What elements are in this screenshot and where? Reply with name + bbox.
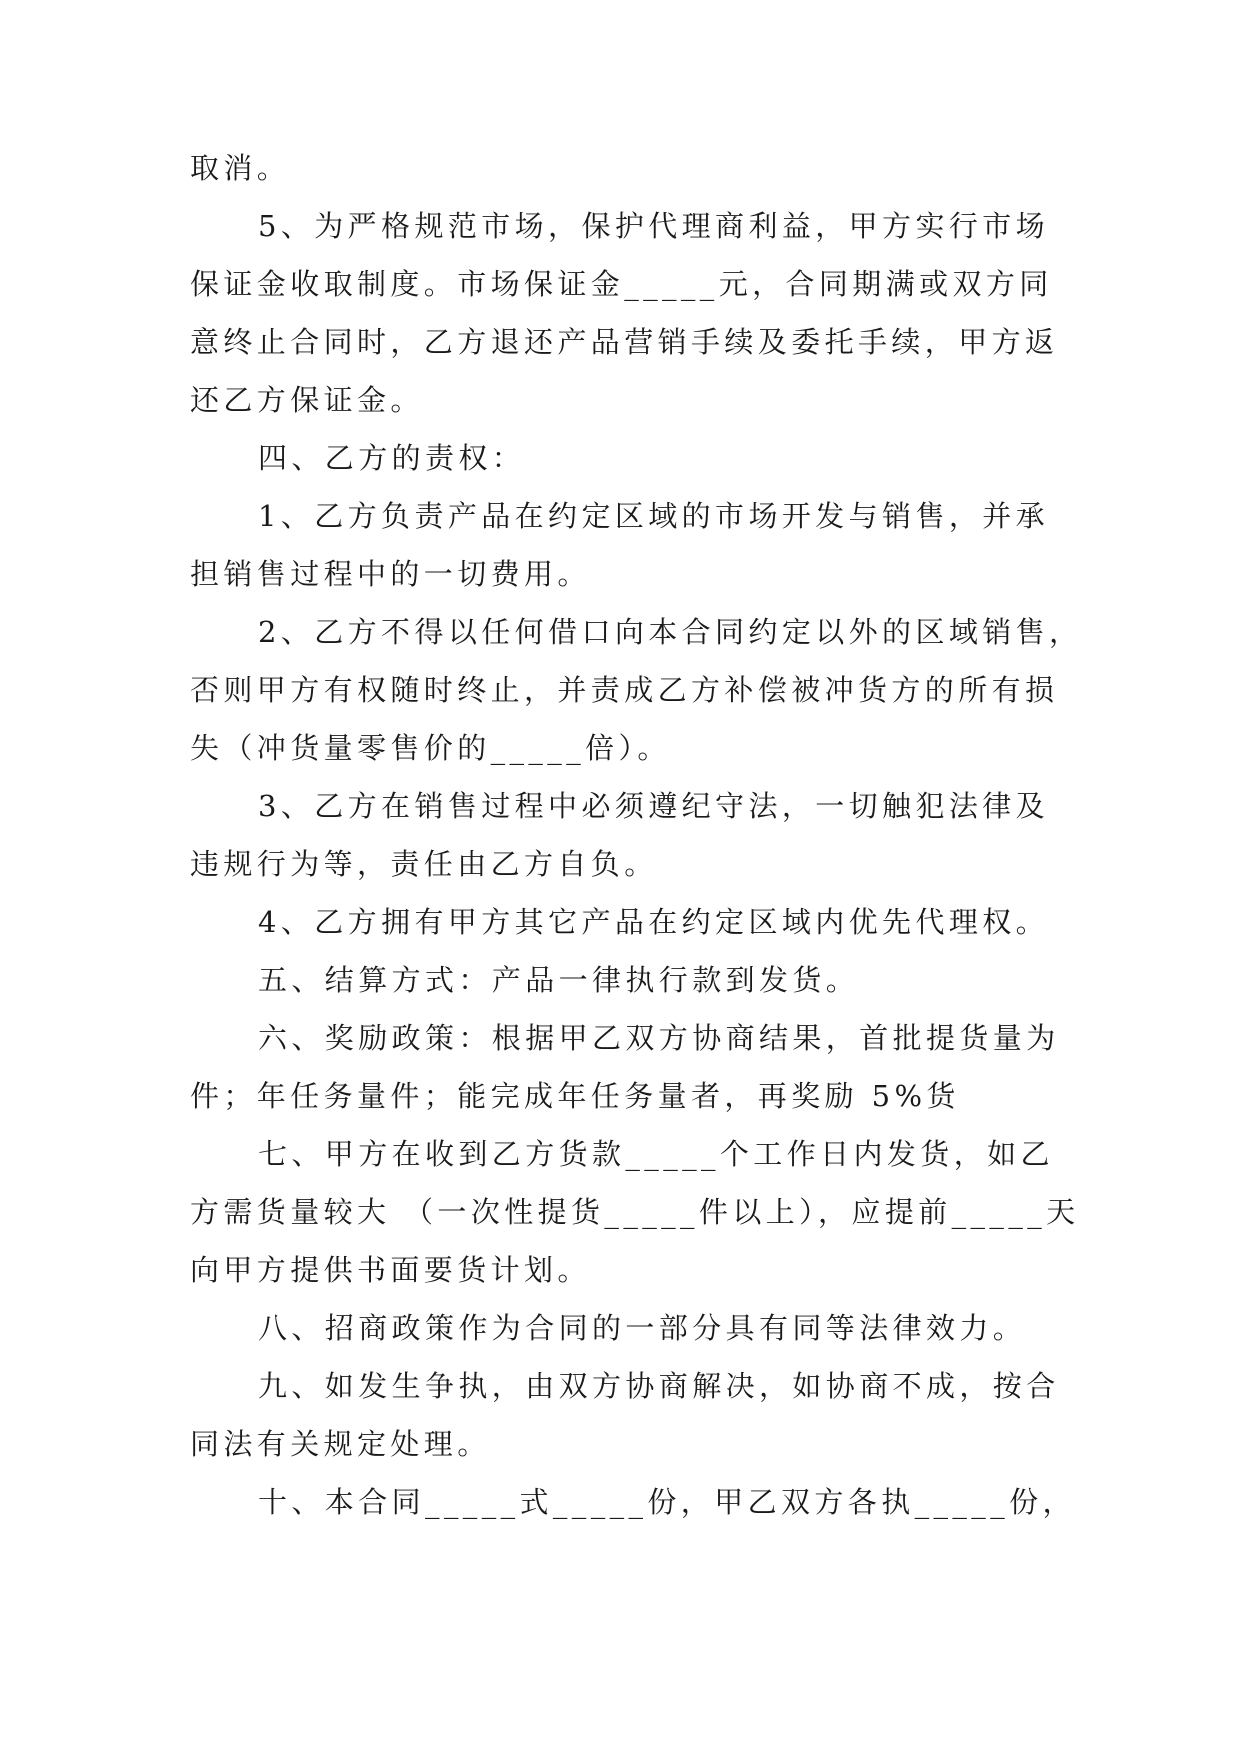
text-line: 取消。 (190, 151, 291, 185)
section-heading-10: 十、本合同_____式_____份，甲乙双方各执_____份， (258, 1485, 1076, 1519)
section-heading-5: 五、结算方式：产品一律执行款到发货。 (258, 963, 860, 997)
text-line: 方需货量较大 （一次性提货_____件以上），应提前_____天 (190, 1195, 1080, 1229)
text-line: 意终止合同时，乙方退还产品营销手续及委托手续，甲方返 (190, 325, 1059, 359)
text-line: 担销售过程中的一切费用。 (190, 557, 591, 591)
text-line: 失（冲货量零售价的_____倍）。 (190, 731, 671, 765)
clause-4-3: 3、乙方在销售过程中必须遵纪守法，一切触犯法律及 (258, 789, 1050, 823)
text-line: 保证金收取制度。市场保证金_____元，合同期满或双方同 (190, 267, 1053, 301)
section-heading-7: 七、甲方在收到乙方货款_____个工作日内发货，如乙 (258, 1137, 1054, 1171)
clause-4-4: 4、乙方拥有甲方其它产品在约定区域内优先代理权。 (258, 905, 1050, 939)
clause-5: 5、为严格规范市场，保护代理商利益，甲方实行市场 (258, 209, 1050, 243)
text-line: 否则甲方有权随时终止，并责成乙方补偿被冲货方的所有损 (190, 673, 1059, 707)
text-line: 件；年任务量件；能完成年任务量者，再奖励 5%货 (190, 1079, 960, 1113)
section-heading-8: 八、招商政策作为合同的一部分具有同等法律效力。 (258, 1311, 1027, 1345)
clause-4-2: 2、乙方不得以任何借口向本合同约定以外的区域销售， (258, 615, 1083, 649)
section-heading-9: 九、如发生争执，由双方协商解决，如协商不成，按合 (258, 1369, 1060, 1403)
section-heading-4: 四、乙方的责权： (258, 441, 526, 475)
text-line: 同法有关规定处理。 (190, 1427, 491, 1461)
text-line: 违规行为等，责任由乙方自负。 (190, 847, 658, 881)
clause-4-1: 1、乙方负责产品在约定区域的市场开发与销售，并承 (258, 499, 1050, 533)
text-line: 还乙方保证金。 (190, 383, 424, 417)
text-line: 向甲方提供书面要货计划。 (190, 1253, 591, 1287)
section-heading-6: 六、奖励政策：根据甲乙双方协商结果，首批提货量为 (258, 1021, 1060, 1055)
